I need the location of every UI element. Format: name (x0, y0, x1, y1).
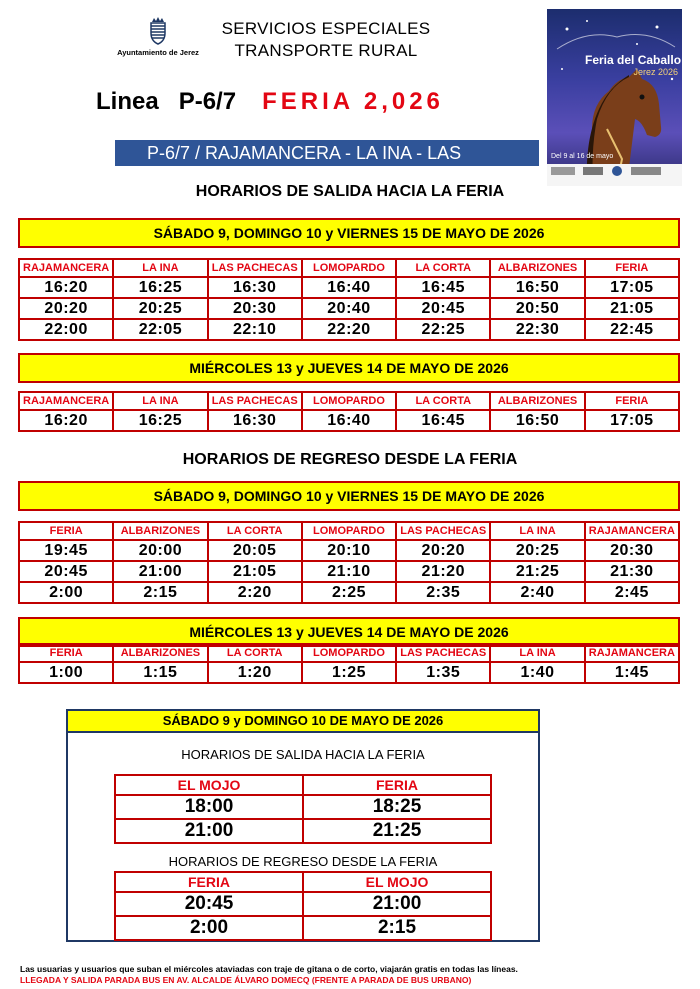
column-header: LA INA (490, 522, 584, 540)
time-cell: 22:25 (396, 319, 490, 340)
table-row (115, 819, 491, 843)
column-header: FERIA (303, 775, 491, 795)
time-cell: 2:20 (208, 582, 302, 603)
time-cell: 22:20 (302, 319, 396, 340)
footnote (20, 964, 690, 986)
time-cell: 16:45 (396, 277, 490, 298)
table-header-row (115, 872, 491, 892)
column-header: RAJAMANCERA (585, 644, 679, 662)
time-cell: 20:30 (585, 540, 679, 561)
footnote-line-1: Las usuarias y usuarios que suban el miércoles ataviadas con traje de gitana o de corto, viajarán gratis en todas las líneas. (20, 964, 518, 974)
poster-dates: Del 9 al 16 de mayo (551, 153, 614, 160)
time-cell: 21:00 (113, 561, 207, 582)
column-header: LA INA (113, 259, 207, 277)
table-row (115, 916, 491, 940)
outbound-weekend-table (18, 258, 680, 341)
time-cell: 2:00 (115, 916, 303, 940)
time-cell: 17:05 (585, 410, 679, 431)
return-heading: HORARIOS DE REGRESO DESDE LA FERIA (182, 451, 518, 468)
table-header-row (19, 522, 679, 540)
time-cell: 2:00 (19, 582, 113, 603)
time-cell: 20:05 (208, 540, 302, 561)
sponsor-logos-icon (547, 164, 667, 178)
time-cell: 22:30 (490, 319, 584, 340)
time-cell: 21:00 (115, 819, 303, 843)
time-cell: 21:05 (585, 298, 679, 319)
time-cell: 22:00 (19, 319, 113, 340)
feria-poster (547, 9, 682, 186)
title-line-1: SERVICIOS ESPECIALES (221, 19, 431, 38)
time-cell: 19:45 (19, 540, 113, 561)
city-logo (103, 16, 213, 66)
column-header: RAJAMANCERA (585, 522, 679, 540)
logo-text: Ayuntamiento de Jerez (117, 48, 199, 57)
time-cell: 20:30 (208, 298, 302, 319)
time-cell: 16:20 (19, 410, 113, 431)
time-cell: 20:45 (396, 298, 490, 319)
column-header: ALBARIZONES (113, 644, 207, 662)
column-header: LA CORTA (208, 644, 302, 662)
return-midweek-table (18, 643, 680, 684)
outbound-midweek-table (18, 391, 680, 432)
time-cell: 1:45 (585, 662, 679, 683)
return-midweek-band: MIÉRCOLES 13 y JUEVES 14 DE MAYO DE 2026 (18, 617, 680, 647)
time-cell: 2:15 (303, 916, 491, 940)
column-header: FERIA (19, 644, 113, 662)
column-header: ALBARIZONES (113, 522, 207, 540)
title-line-2: TRANSPORTE RURAL (234, 41, 418, 60)
document-title (200, 18, 452, 62)
footnote-line-2: LLEGADA Y SALIDA PARADA BUS EN AV. ALCALDE ÁLVARO DOMECQ (FRENTE A PARADA DE BUS URBANO) (20, 975, 472, 985)
el-mojo-outbound-table (114, 774, 492, 844)
time-cell: 16:45 (396, 410, 490, 431)
column-header: LAS PACHECAS (208, 259, 302, 277)
time-cell: 16:25 (113, 410, 207, 431)
route-banner: P-6/7 / RAJAMANCERA - LA INA - LAS (115, 140, 539, 166)
time-cell: 2:25 (302, 582, 396, 603)
table-header-row (115, 775, 491, 795)
coat-of-arms-icon (147, 16, 169, 46)
return-weekend-band: SÁBADO 9, DOMINGO 10 y VIERNES 15 DE MAYO DE 2026 (18, 481, 680, 511)
time-cell: 1:35 (396, 662, 490, 683)
time-cell: 20:00 (113, 540, 207, 561)
column-header: LA CORTA (208, 522, 302, 540)
time-cell: 20:40 (302, 298, 396, 319)
outbound-heading: HORARIOS DE SALIDA HACIA LA FERIA (195, 183, 505, 200)
column-header: LOMOPARDO (302, 259, 396, 277)
time-cell: 2:45 (585, 582, 679, 603)
time-cell: 16:40 (302, 277, 396, 298)
column-header: ALBARIZONES (490, 392, 584, 410)
column-header: FERIA (585, 392, 679, 410)
time-cell: 16:50 (490, 410, 584, 431)
time-cell: 22:10 (208, 319, 302, 340)
column-header: FERIA (115, 872, 303, 892)
outbound-midweek-band: MIÉRCOLES 13 y JUEVES 14 DE MAYO DE 2026 (18, 353, 680, 383)
column-header: LA INA (490, 644, 584, 662)
time-cell: 21:10 (302, 561, 396, 582)
column-header: LA CORTA (396, 259, 490, 277)
time-cell: 20:25 (113, 298, 207, 319)
time-cell: 16:30 (208, 277, 302, 298)
time-cell: 18:25 (303, 795, 491, 819)
table-row (19, 662, 679, 683)
table-row (115, 795, 491, 819)
column-header: EL MOJO (303, 872, 491, 892)
column-header: LA INA (113, 392, 207, 410)
time-cell: 21:05 (208, 561, 302, 582)
time-cell: 16:40 (302, 410, 396, 431)
poster-title-line-2: Jerez 2026 (633, 67, 678, 77)
column-header: LAS PACHECAS (396, 644, 490, 662)
column-header: FERIA (585, 259, 679, 277)
column-header: EL MOJO (115, 775, 303, 795)
time-cell: 20:20 (396, 540, 490, 561)
time-cell: 20:20 (19, 298, 113, 319)
column-header: LAS PACHECAS (208, 392, 302, 410)
time-cell: 16:50 (490, 277, 584, 298)
table-row (19, 277, 679, 298)
time-cell: 2:40 (490, 582, 584, 603)
line-code: P-6/7 (178, 88, 237, 115)
time-cell: 17:05 (585, 277, 679, 298)
time-cell: 20:25 (490, 540, 584, 561)
time-cell: 1:25 (302, 662, 396, 683)
table-row (19, 582, 679, 603)
outbound-weekend-band: SÁBADO 9, DOMINGO 10 y VIERNES 15 DE MAYO DE 2026 (18, 218, 680, 248)
line-row (96, 88, 444, 122)
time-cell: 16:20 (19, 277, 113, 298)
time-cell: 18:00 (115, 795, 303, 819)
column-header: LOMOPARDO (302, 392, 396, 410)
column-header: ALBARIZONES (490, 259, 584, 277)
time-cell: 22:05 (113, 319, 207, 340)
el-mojo-return-table (114, 871, 492, 941)
feria-title: FERIA 2,026 (262, 88, 444, 115)
table-header-row (19, 259, 679, 277)
time-cell: 21:20 (396, 561, 490, 582)
table-row (115, 892, 491, 916)
time-cell: 20:50 (490, 298, 584, 319)
line-label: Linea (96, 88, 159, 115)
time-cell: 21:25 (490, 561, 584, 582)
table-row (19, 298, 679, 319)
column-header: RAJAMANCERA (19, 392, 113, 410)
el-mojo-box (66, 709, 540, 942)
time-cell: 2:35 (396, 582, 490, 603)
table-header-row (19, 644, 679, 662)
time-cell: 20:45 (19, 561, 113, 582)
time-cell: 21:00 (303, 892, 491, 916)
time-cell: 20:45 (115, 892, 303, 916)
time-cell: 20:10 (302, 540, 396, 561)
return-weekend-table (18, 521, 680, 604)
column-header: LAS PACHECAS (396, 522, 490, 540)
time-cell: 1:00 (19, 662, 113, 683)
column-header: RAJAMANCERA (19, 259, 113, 277)
table-row (19, 561, 679, 582)
time-cell: 2:15 (113, 582, 207, 603)
time-cell: 16:25 (113, 277, 207, 298)
el-mojo-return-heading: HORARIOS DE REGRESO DESDE LA FERIA (168, 854, 438, 869)
time-cell: 21:25 (303, 819, 491, 843)
poster-title-line-1: Feria del Caballo (585, 53, 682, 67)
table-row (19, 319, 679, 340)
column-header: LA CORTA (396, 392, 490, 410)
column-header: FERIA (19, 522, 113, 540)
column-header: LOMOPARDO (302, 644, 396, 662)
table-row (19, 410, 679, 431)
time-cell: 1:20 (208, 662, 302, 683)
time-cell: 16:30 (208, 410, 302, 431)
time-cell: 22:45 (585, 319, 679, 340)
table-header-row (19, 392, 679, 410)
el-mojo-outbound-heading: HORARIOS DE SALIDA HACIA LA FERIA (181, 747, 425, 762)
table-row (19, 540, 679, 561)
time-cell: 1:40 (490, 662, 584, 683)
el-mojo-band: SÁBADO 9 y DOMINGO 10 DE MAYO DE 2026 (68, 711, 538, 733)
time-cell: 21:30 (585, 561, 679, 582)
column-header: LOMOPARDO (302, 522, 396, 540)
time-cell: 1:15 (113, 662, 207, 683)
